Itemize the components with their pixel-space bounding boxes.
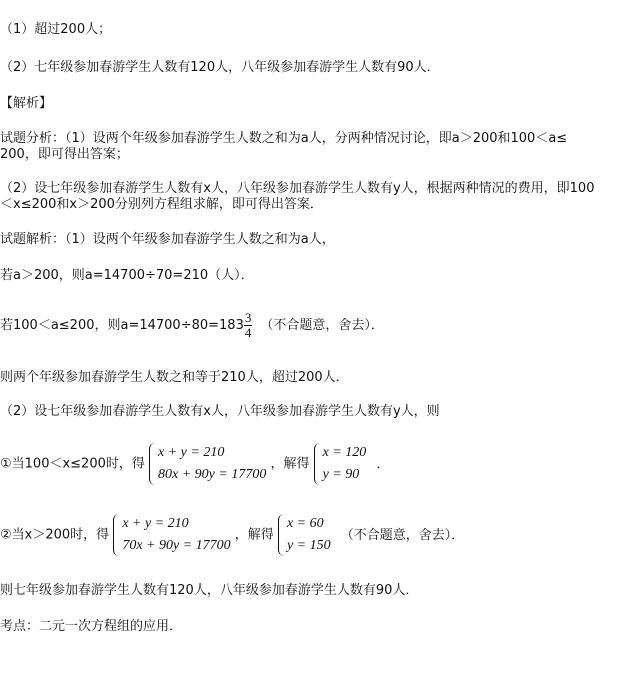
solution-row: y = 90 xyxy=(322,467,360,482)
kaodian-topic: 考点：二元一次方程组的应用． xyxy=(0,619,183,634)
solution-part-2-setup: （2）设七年级参加春游学生人数有x人，八年级参加春游学生人数有y人，则 xyxy=(0,404,440,419)
left-brace xyxy=(278,514,286,556)
case-1-end: ． xyxy=(376,456,390,472)
case-2-condition: ②当x＞200时，得 xyxy=(0,527,110,543)
equation-row: 80x + 90y = 17700 xyxy=(158,467,267,482)
case-note: （不合题意，舍去）． xyxy=(260,318,384,333)
fraction-numerator: 3 xyxy=(244,310,252,325)
left-brace xyxy=(314,443,322,485)
case-text: 若100＜a≤200，则a=14700÷80=183 xyxy=(0,318,244,333)
case-1-row xyxy=(0,442,389,486)
case-2-solution-system xyxy=(278,513,331,557)
equation-row: x + y = 210 xyxy=(122,516,189,531)
solution-case-a-under-200 xyxy=(0,311,384,340)
fraction-three-quarters xyxy=(244,311,253,340)
analysis-paragraph-1-line-1: 试题分析：（1）设两个年级参加春游学生人数之和为a人，分两种情况讨论，即a＞200和100＜a≤ xyxy=(0,131,568,146)
left-brace xyxy=(149,443,157,485)
solution-intro: 试题解析：（1）设两个年级参加春游学生人数之和为a人， xyxy=(0,232,335,247)
solution-row: y = 150 xyxy=(286,538,331,553)
solution-final-conclusion: 则七年级参加春游学生人数有120人，八年级参加春游学生人数有90人． xyxy=(0,583,419,598)
solution-case-a-over-200: 若a＞200，则a=14700÷70=210（人）． xyxy=(0,268,254,283)
analysis-paragraph-1-line-2: 200，即可得出答案； xyxy=(0,147,129,162)
answer-part-1: （1）超过200人； xyxy=(0,22,112,37)
analysis-paragraph-2-line-2: ＜x≤200和x＞200分别列方程组求解，即可得出答案． xyxy=(0,197,323,212)
analysis-paragraph-2-line-1: （2）设七年级参加春游学生人数有x人，八年级参加春游学生人数有y人，根据两种情况的费用，即100 xyxy=(0,181,595,196)
case-2-note: （不合题意，舍去）． xyxy=(340,527,465,543)
solve-label: ，解得 xyxy=(270,456,310,472)
case-2-equation-system xyxy=(113,513,230,557)
left-brace xyxy=(113,514,121,556)
case-1-solution-system xyxy=(314,442,367,486)
equation-row: 70x + 90y = 17700 xyxy=(122,538,231,553)
fraction-denominator: 4 xyxy=(244,325,252,340)
answer-part-2: （2）七年级参加春游学生人数有120人，八年级参加春游学生人数有90人． xyxy=(0,60,440,75)
solution-row: x = 120 xyxy=(322,445,367,460)
solution-sum-conclusion: 则两个年级参加春游学生人数之和等于210人，超过200人． xyxy=(0,370,349,385)
solve-label: ，解得 xyxy=(234,527,274,543)
analysis-heading: 【解析】 xyxy=(0,96,53,111)
solution-row: x = 60 xyxy=(286,516,324,531)
case-2-row xyxy=(0,513,464,557)
case-1-equation-system xyxy=(149,442,266,486)
case-1-condition: ①当100＜x≤200时，得 xyxy=(0,456,145,472)
equation-row: x + y = 210 xyxy=(158,445,225,460)
